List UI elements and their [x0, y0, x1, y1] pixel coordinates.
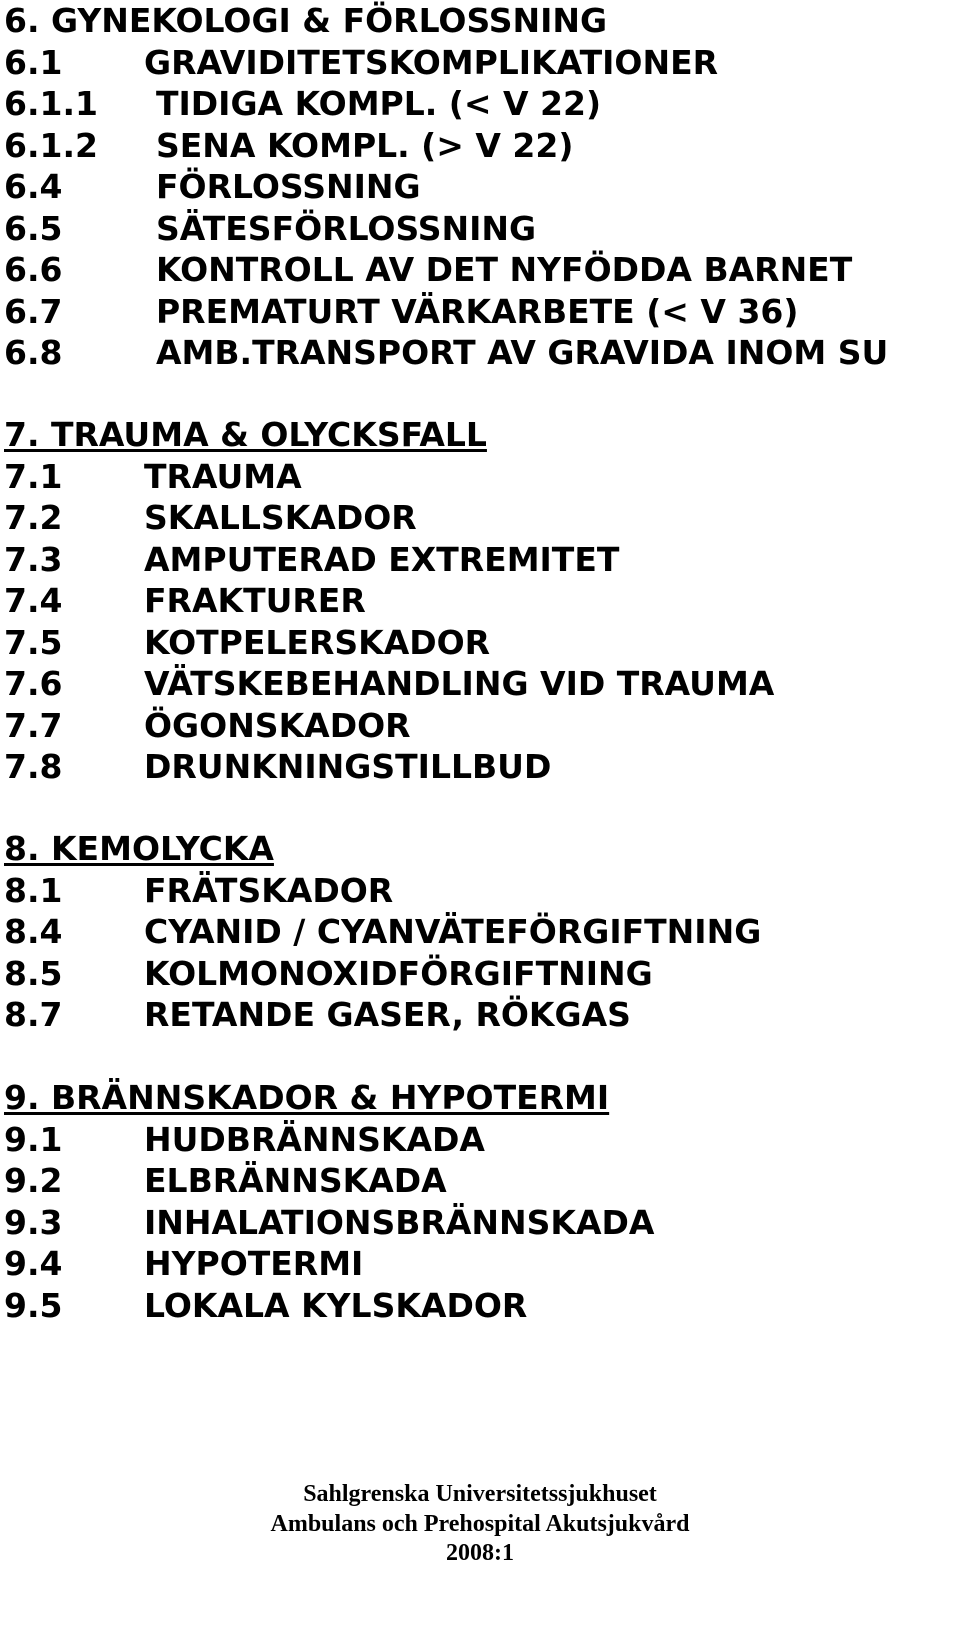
- section-trauma: [4, 414, 775, 788]
- item-number: 9.5: [4, 1285, 63, 1325]
- list-item: [4, 456, 487, 498]
- section-heading: 8. KEMOLYCKA: [4, 829, 274, 868]
- item-number: 7.1: [4, 456, 63, 496]
- item-title: INHALATIONSBRÄNNSKADA: [144, 1202, 655, 1242]
- item-number: 6.1: [4, 42, 63, 82]
- list-item: [4, 42, 719, 84]
- item-title: KOTPELERSKADOR: [144, 622, 491, 662]
- item-title: LOKALA KYLSKADOR: [144, 1285, 528, 1325]
- list-item: [4, 83, 607, 125]
- item-number: 9.3: [4, 1202, 63, 1242]
- list-item: [4, 1202, 655, 1244]
- item-title: CYANID / CYANVÄTEFÖRGIFTNING: [144, 912, 762, 951]
- item-number: 6.8: [4, 333, 63, 372]
- item-number: 7.5: [4, 622, 63, 662]
- item-number: 7.8: [4, 747, 63, 786]
- item-title: TIDIGA KOMPL. (< V 22): [156, 84, 602, 123]
- document-footer: [0, 1480, 960, 1569]
- item-number: 9.2: [4, 1161, 63, 1200]
- item-title: TRAUMA: [144, 456, 302, 496]
- item-number: 7.6: [4, 664, 63, 703]
- list-item: [4, 1160, 609, 1202]
- list-item: [4, 994, 631, 1036]
- list-item: [4, 497, 487, 539]
- item-number: 9.1: [4, 1119, 63, 1159]
- item-title: AMPUTERAD EXTREMITET: [144, 539, 620, 579]
- list-item: [4, 166, 607, 208]
- section-heading: 7. TRAUMA & OLYCKSFALL: [4, 415, 487, 454]
- item-title: FRÄTSKADOR: [144, 870, 394, 910]
- item-number: 6.6: [4, 250, 63, 289]
- list-item: [4, 622, 491, 664]
- list-item: [4, 1119, 609, 1161]
- list-item: [4, 125, 607, 167]
- item-title: DRUNKNINGSTILLBUD: [144, 747, 552, 786]
- list-item: [4, 539, 620, 581]
- list-item: [4, 332, 889, 374]
- item-title: AMB.TRANSPORT AV GRAVIDA INOM SU: [156, 333, 889, 372]
- list-item: [4, 705, 487, 747]
- footer-institution: Sahlgrenska Universitetssjukhuset: [303, 1481, 657, 1507]
- list-item: [4, 249, 853, 291]
- item-title: PREMATURT VÄRKARBETE (< V 36): [156, 291, 799, 331]
- item-number: 6.7: [4, 291, 63, 331]
- item-title: RETANDE GASER, RÖKGAS: [144, 995, 631, 1034]
- list-item: [4, 870, 394, 912]
- item-number: 8.1: [4, 870, 63, 910]
- section-kemolycka: [4, 828, 762, 1036]
- item-title: GRAVIDITETSKOMPLIKATIONER: [144, 42, 719, 82]
- item-number: 7.7: [4, 705, 63, 745]
- section-heading: 9. BRÄNNSKADOR & HYPOTERMI: [4, 1078, 610, 1117]
- item-title: KOLMONOXIDFÖRGIFTNING: [144, 953, 653, 993]
- item-number: 6.1.2: [4, 125, 98, 165]
- item-title: KONTROLL AV DET NYFÖDDA BARNET: [156, 250, 853, 289]
- list-item: [4, 1285, 609, 1327]
- section-heading: 6. GYNEKOLOGI & FÖRLOSSNING: [4, 1, 608, 40]
- item-title: HUDBRÄNNSKADA: [144, 1119, 485, 1159]
- item-number: 9.4: [4, 1244, 63, 1283]
- list-item: [4, 663, 775, 705]
- footer-version: 2008:1: [446, 1540, 514, 1566]
- list-item: [4, 580, 487, 622]
- item-title: ELBRÄNNSKADA: [144, 1161, 447, 1200]
- item-number: 8.5: [4, 953, 63, 993]
- list-item: [4, 1243, 609, 1285]
- item-title: SENA KOMPL. (> V 22): [156, 125, 574, 165]
- item-title: VÄTSKEBEHANDLING VID TRAUMA: [144, 664, 775, 703]
- list-item: [4, 953, 653, 995]
- list-item: [4, 911, 762, 953]
- item-number: 8.7: [4, 995, 63, 1034]
- item-number: 7.2: [4, 498, 63, 537]
- section-gynekologi: [4, 0, 889, 374]
- item-number: 6.1.1: [4, 84, 98, 123]
- item-number: 6.5: [4, 208, 63, 248]
- list-item: [4, 208, 607, 250]
- item-title: HYPOTERMI: [144, 1244, 364, 1283]
- item-title: FRAKTURER: [144, 581, 366, 620]
- item-number: 6.4: [4, 167, 63, 206]
- section-brannskador: [4, 1077, 655, 1326]
- item-title: SKALLSKADOR: [144, 498, 417, 537]
- item-title: SÄTESFÖRLOSSNING: [156, 208, 537, 248]
- list-item: [4, 746, 552, 788]
- footer-department: Ambulans och Prehospital Akutsjukvård: [270, 1510, 690, 1537]
- item-number: 8.4: [4, 912, 63, 951]
- list-item: [4, 291, 799, 333]
- item-title: FÖRLOSSNING: [156, 167, 421, 206]
- item-number: 7.4: [4, 581, 63, 620]
- item-number: 7.3: [4, 539, 63, 579]
- item-title: ÖGONSKADOR: [144, 705, 411, 745]
